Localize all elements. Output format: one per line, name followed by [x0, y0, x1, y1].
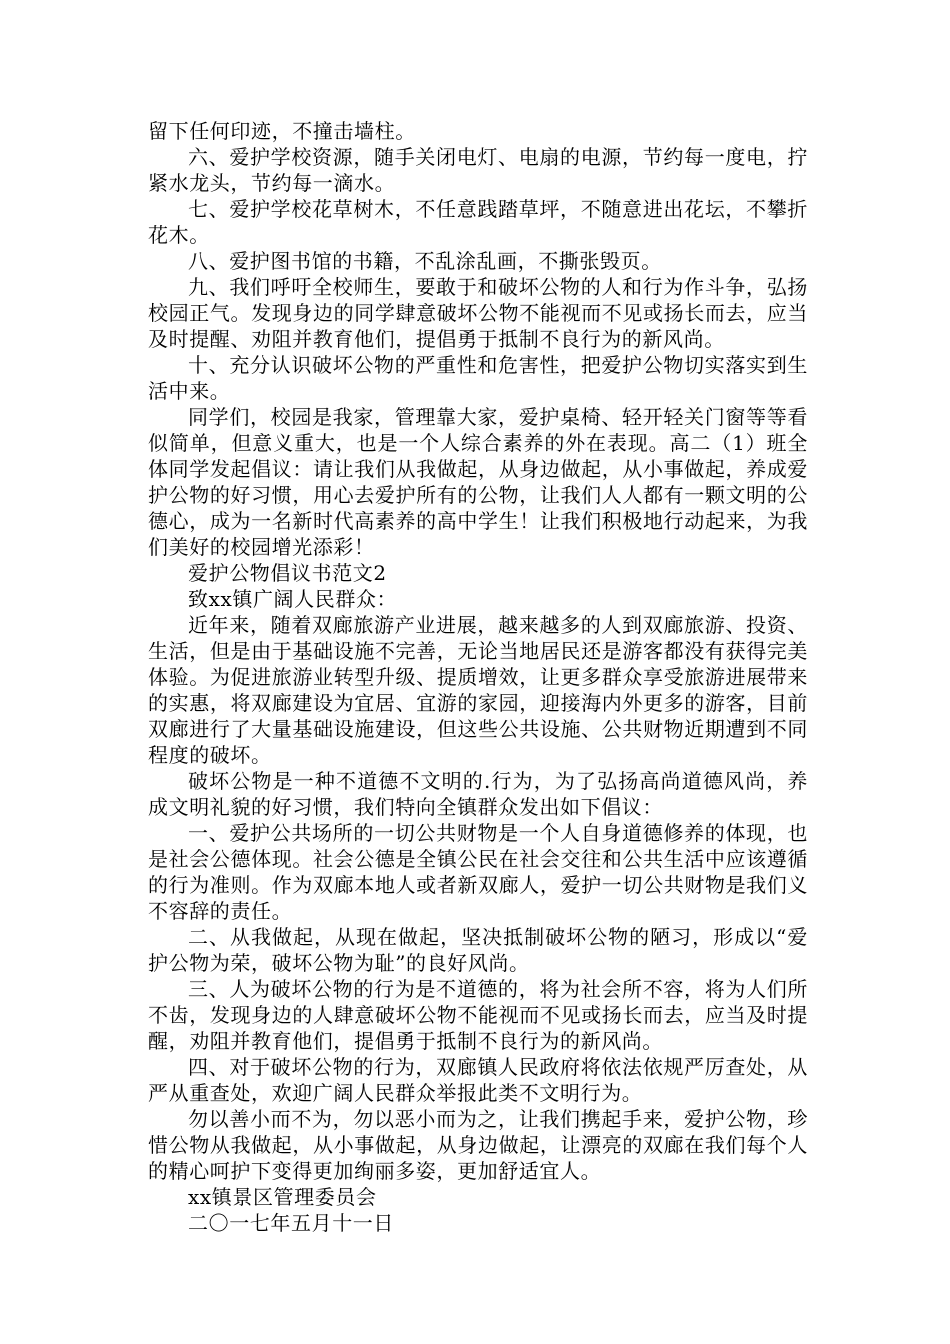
paragraph-item-ten: 十、充分认识破坏公物的严重性和危害性，把爱护公物切实落实到生活中来。 — [148, 353, 808, 403]
paragraph-proposal-three: 三、人为破坏公物的行为是不道德的，将为社会所不容，将为人们所不齿，发现身边的人肆意破坏公物不能视而不见或扬长而去，应当及时提醒，劝阻并教育他们，提倡勇于抵制不良行为的新风尚。 — [148, 977, 808, 1053]
paragraph-item-eight: 八、爱护图书馆的书籍，不乱涂乱画，不撕张毁页。 — [188, 249, 662, 273]
paragraph-item-nine: 九、我们呼吁全校师生，要敢于和破坏公物的人和行为作斗争，弘扬校园正气。发现身边的同学肆意破坏公物不能视而不见或扬长而去，应当及时提醒、劝阻并教育他们，提倡勇于抵制不良行为的新风尚。 — [148, 275, 808, 351]
paragraph-proposal-one: 一、爱护公共场所的一切公共财物是一个人自身道德修养的体现，也是社会公德体现。社会公德是全镇公民在社会交往和公共生活中应该遵循的行为准则。作为双廊本地人或者新双廊人，爱护一切公共财物是我们义不容辞的责任。 — [148, 821, 808, 923]
paragraph-closing-appeal: 同学们，校园是我家，管理靠大家，爱护桌椅、轻开轻关门窗等等看似简单，但意义重大，也是一个人综合素养的外在表现。高二（1）班全体同学发起倡议：请让我们从我做起，从身边做起，从小事做起，养成爱护公物的好习惯，用心去爱护所有的公物，让我们人人都有一颗文明的公德心，成为一名新时代高素养的高中学生！让我们积极地行动起来，为我们美好的校园增光添彩！ — [148, 405, 808, 559]
paragraph-continuation: 留下任何印迹，不撞击墙柱。 — [148, 119, 416, 143]
paragraph-item-seven: 七、爱护学校花草树木，不任意践踏草坪，不随意进出花坛，不攀折花木。 — [148, 197, 808, 247]
paragraph-conclusion: 勿以善小而不为，勿以恶小而为之，让我们携起手来，爱护公物，珍惜公物从我做起，从小事做起，从身边做起，让漂亮的双廊在我们每个人的精心呵护下变得更加绚丽多姿，更加舒适宜人。 — [148, 1107, 808, 1183]
paragraph-item-six: 六、爱护学校资源，随手关闭电灯、电扇的电源，节约每一度电，拧紧水龙头，节约每一滴水。 — [148, 145, 808, 195]
signature-organization: xx镇景区管理委员会 — [188, 1185, 377, 1209]
document-page — [148, 118, 808, 1236]
paragraph-proposal-four: 四、对于破坏公物的行为，双廊镇人民政府将依法依规严厉查处，从严从重查处，欢迎广阔人民群众举报此类不文明行为。 — [148, 1055, 808, 1105]
section-heading: 爱护公物倡议书范文2 — [188, 561, 387, 585]
paragraph-intro: 近年来，随着双廊旅游产业进展，越来越多的人到双廊旅游、投资、生活，但是由于基础设施不完善，无论当地居民还是游客都没有获得完美体验。为促进旅游业转型升级、提质增效，让更多群众享受旅游进展带来的实惠，将双廊建设为宜居、宜游的家园，迎接海内外更多的游客，目前双廊进行了大量基础设施建设，但这些公共设施、公共财物近期遭到不同程度的破坏。 — [148, 613, 808, 767]
paragraph-proposal-two: 二、从我做起，从现在做起，坚决抵制破坏公物的陋习，形成以“爱护公物为荣，破坏公物为耻”的良好风尚。 — [148, 925, 808, 975]
salutation: 致xx镇广阔人民群众： — [188, 587, 398, 611]
paragraph-purpose: 破坏公物是一种不道德不文明的.行为，为了弘扬高尚道德风尚，养成文明礼貌的好习惯，我们特向全镇群众发出如下倡议： — [148, 769, 808, 819]
signature-date: 二〇一七年五月十一日 — [188, 1211, 394, 1235]
